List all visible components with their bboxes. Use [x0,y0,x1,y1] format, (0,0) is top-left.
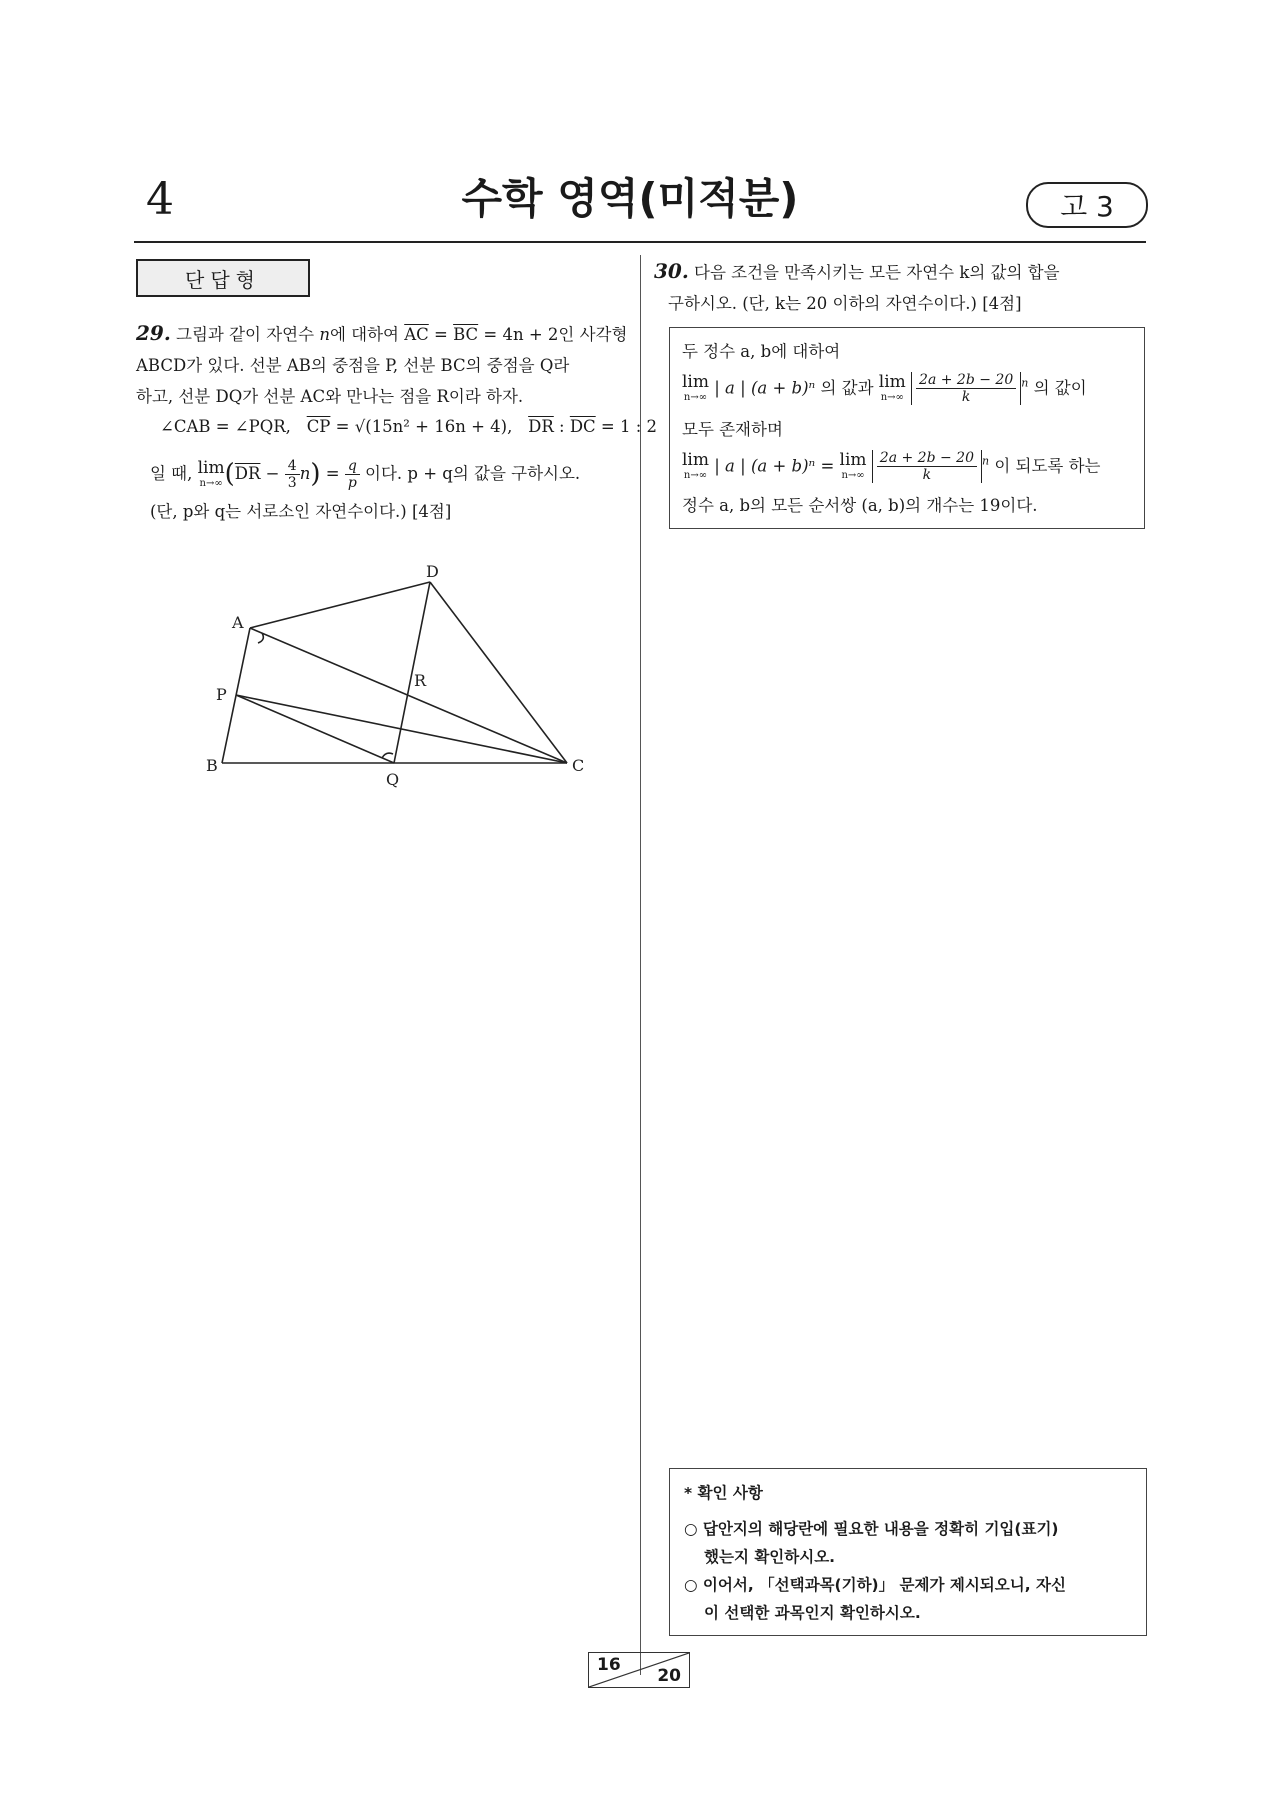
section-label: 단답형 [136,259,310,297]
grade-badge: 고 3 [1026,182,1148,228]
current-page: 16 [597,1655,621,1675]
problem-29 [136,318,626,412]
condition-limits-1: lim n→∞ | a | (a + b)ⁿ 의 값과 lim n→∞ $\frac{2a + 2b - 20}{k}$ $^n$ 의 값이 [682,372,1087,406]
limit-operator: lim n→∞ [197,458,225,490]
problem-29-line2: ABCD가 있다. 선분 AB의 중점을 P, 선분 BC의 중점을 Q라 [136,356,570,375]
quadrilateral-figure [200,565,600,795]
condition-box: 두 정수 a, b에 대하여 lim n→∞ | a | (a + b)ⁿ 의 값과 lim n→∞ $\frac{2a + 2b - 20}{k}$ $^n$ 의 값이 모두 존재하며 lim n→∞ | a | (a + b)ⁿ = lim n→∞ $\frac{2a + 2b - 20}{k}$ $^n$ 이 되도록 하는 정수 a, b의 모든 순서쌍 (a, b)의 개수는 19이다. [669,327,1145,529]
segment-da [250,582,430,628]
check-notice-title: * 확인 사항 [684,1484,763,1502]
page-number: 4 [146,174,174,225]
segment-cd [430,582,567,763]
condition-limits-2: lim n→∞ | a | (a + b)ⁿ = lim n→∞ $\frac{2a + 2b - 20}{k}$ $^n$ 이 되도록 하는 [682,450,1101,484]
label-p: P [216,685,227,704]
problem-number: 29. [136,321,171,345]
page-counter [588,1652,690,1688]
label-d: D [426,565,439,581]
problem-30: 30. 다음 조건을 만족시키는 모든 자연수 k의 값의 합을 구하시오. (단, k는 20 이하의 자연수이다.) [4점] [654,259,1060,313]
label-b: B [206,756,218,775]
header-divider [134,241,1146,243]
segment-pq [236,695,394,763]
label-c: C [572,756,585,775]
problem-29-conditions: ∠CAB = ∠PQR, $\overline{CP} = √(15n^2 + 16n + 4)$, $\overline{DR}$ : $\overline{DC} = 1$ : 2 [160,417,658,436]
angle-mark-q [382,753,393,758]
problem-29-line1: 29. 그림과 같이 자연수 n에 대하여 $\overline{AC} = \overline{BC} = 4n + 2$인 사각형 [136,321,628,345]
problem-number: 30. [654,259,689,283]
segment-ac [250,628,567,763]
subject-title: 수학 영역(미적분) [461,174,799,223]
label-a: A [232,613,244,632]
total-pages: 20 [657,1666,681,1686]
label-r: R [414,671,427,690]
problem-29-limit: 일 때, lim n→∞ ($\overline{DR}$ − $\frac{4}{3}$ n) = $\frac{q}{p}$ 이다. p + q의 값을 구하시오. [150,458,581,492]
problem-29-note: (단, p와 q는 서로소인 자연수이다.) [4점] [150,502,452,521]
column-divider [640,255,641,1675]
problem-29-line3: 하고, 선분 DQ가 선분 AC와 만나는 점을 R이라 하자. [136,387,524,406]
label-q: Q [386,770,400,789]
check-notice-box: * 확인 사항 ○ 답안지의 해당란에 필요한 내용을 정확히 기입(표기) 했는지 확인하시오. ○ 이어서, 「선택과목(기하)」 문제가 제시되오니, 자신 이 선택한 과목인지 확인하시오. [669,1468,1147,1636]
angle-mark-a [258,633,263,643]
